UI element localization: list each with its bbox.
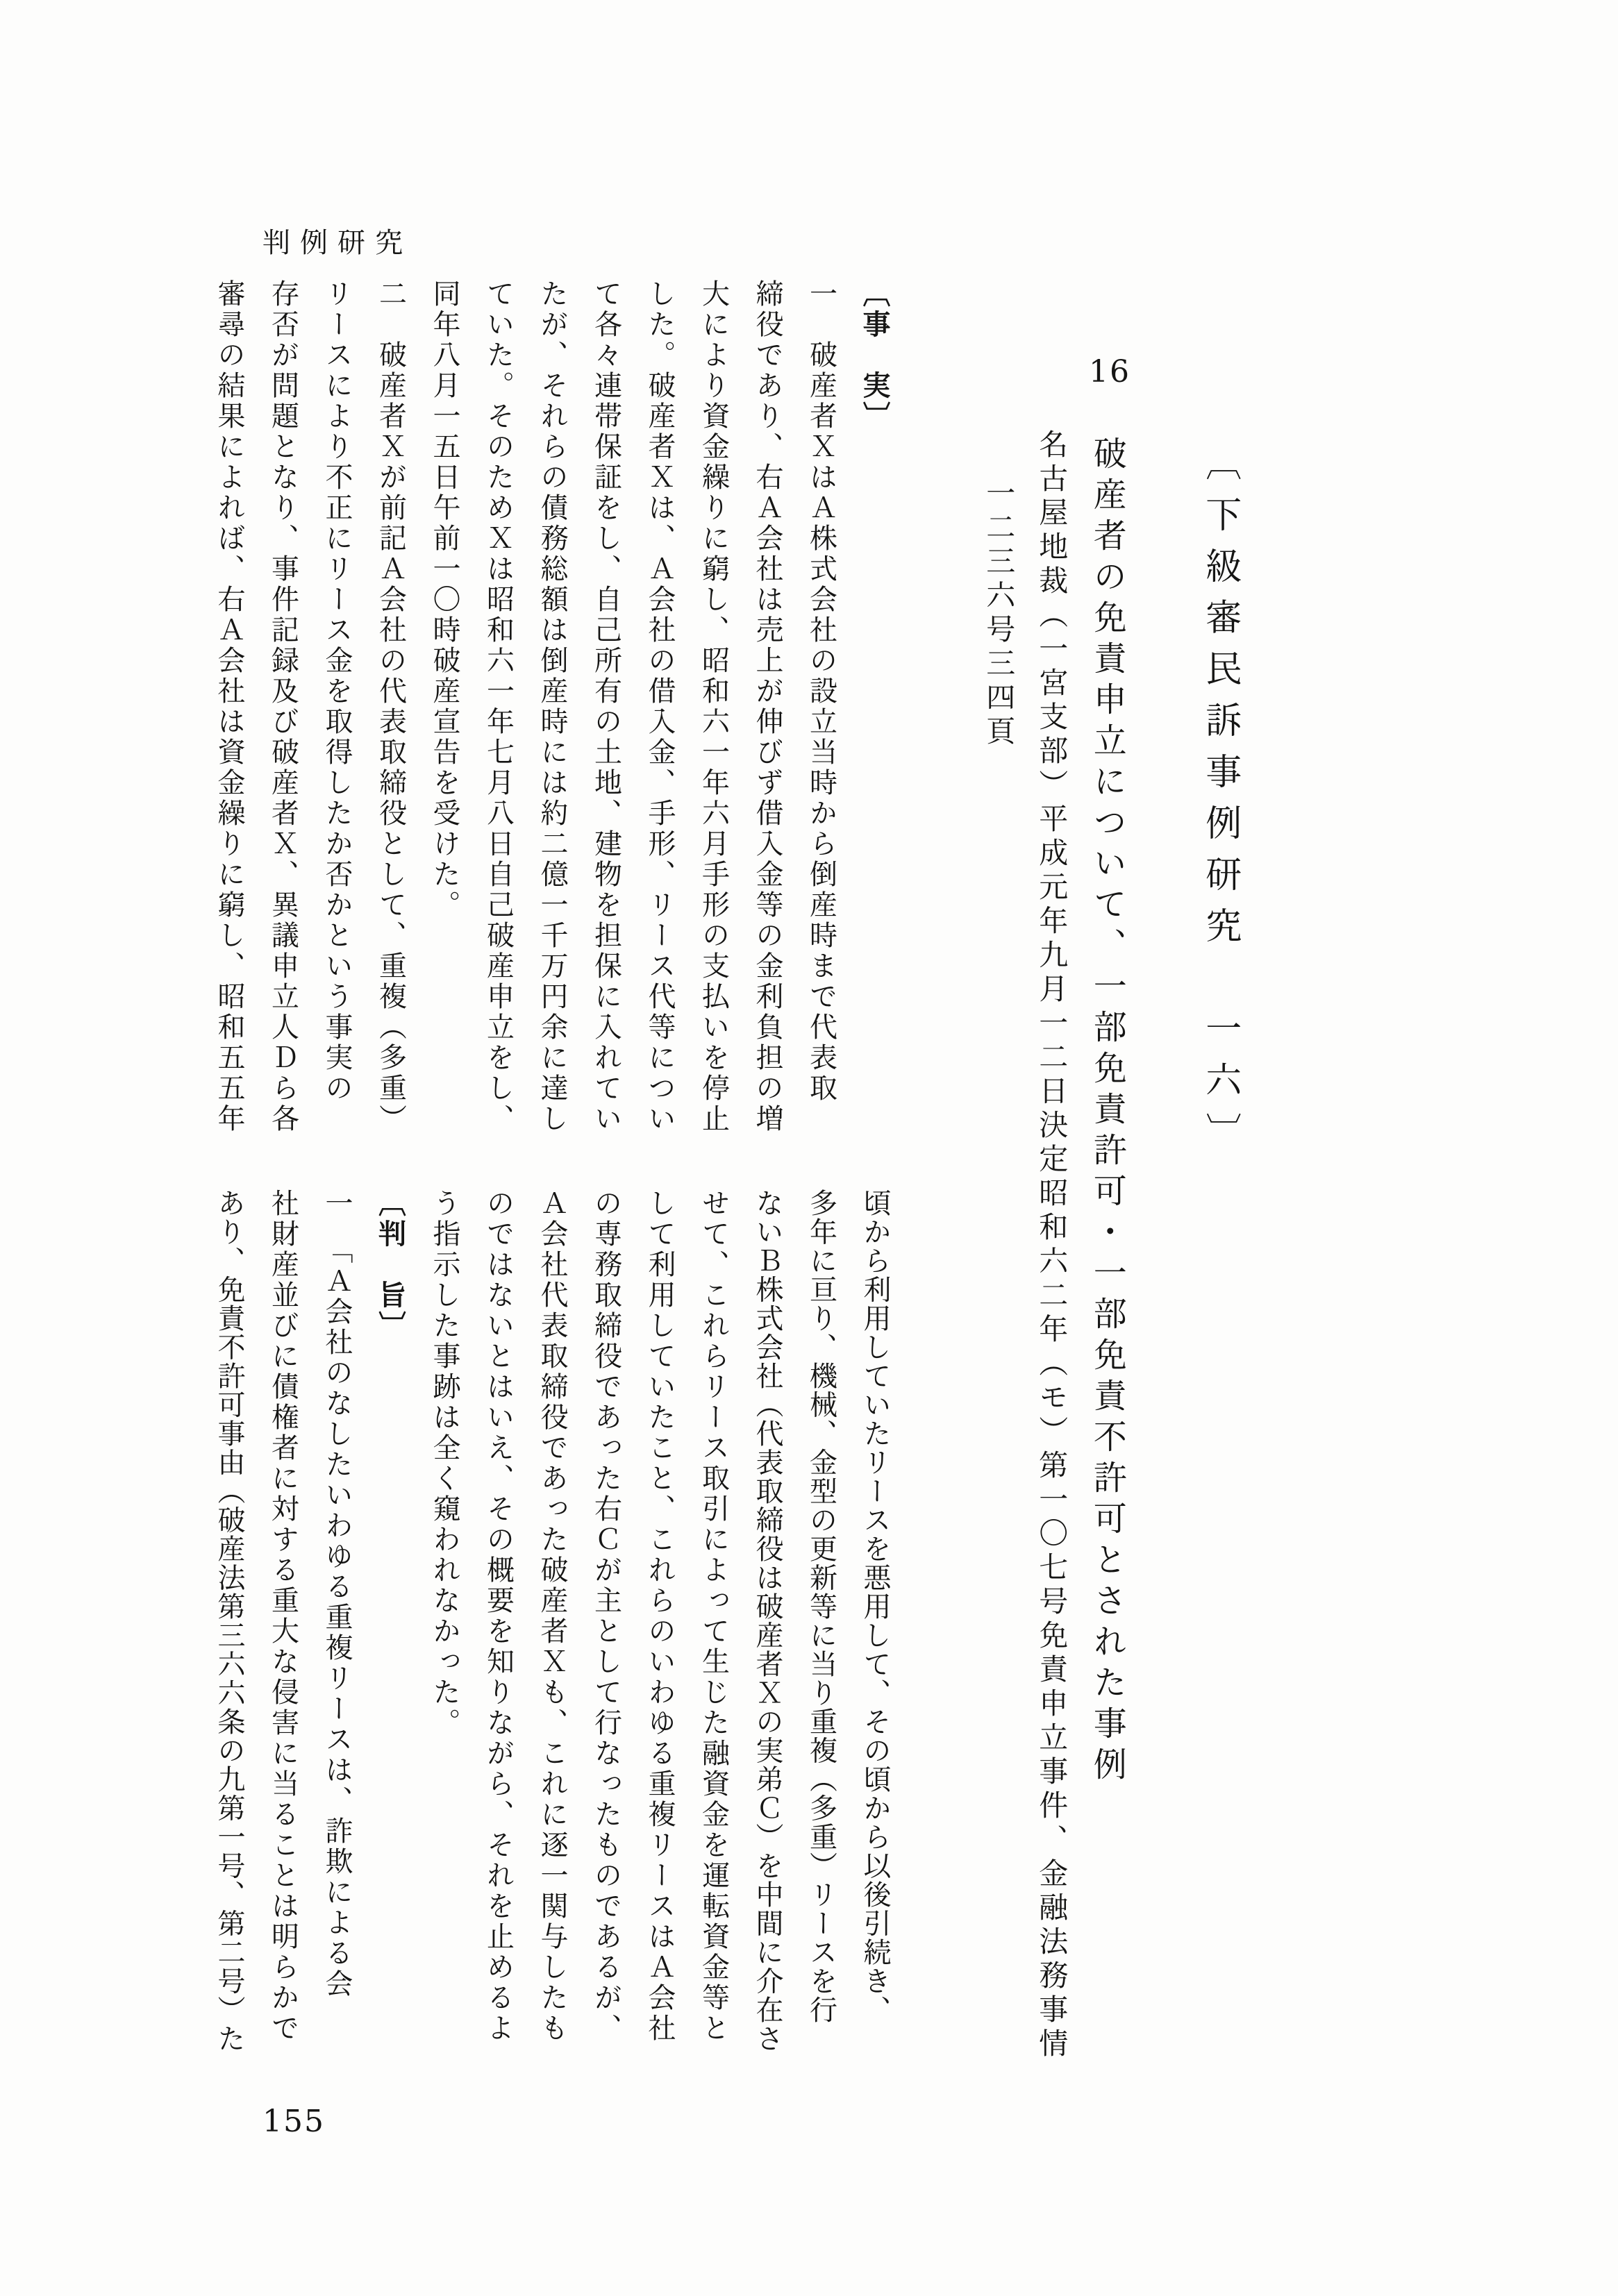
page-number: 155	[262, 2104, 325, 2139]
text-column: あり、免責不許可事由（破産法第三六六条の九第一号、第二号）た	[213, 1189, 245, 2053]
court-citation-continued: 一二三六号三四頁	[982, 478, 1017, 750]
text-column: て各々連帯保証をし、自己所有の土地、建物を担保に入れてい	[590, 279, 622, 1134]
text-column: 二 破産者Ｘが前記Ａ会社の代表取締役として、重複（多重）	[374, 279, 407, 1134]
judgment-heading: 〔判 旨〕	[374, 1189, 407, 1341]
text-column: たが、それらの債務総額は倒産時には約二億一千万円余に達し	[536, 279, 568, 1134]
text-column: 大により資金繰りに窮し、昭和六一年六月手形の支払いを停止	[697, 279, 730, 1134]
text-column: ていた。そのためＸは昭和六一年七月八日自己破産申立をし、	[482, 279, 515, 1134]
text-column: して利用していたこと、これらのいわゆる重複リースはＡ会社	[644, 1189, 676, 2044]
facts-continued-and-judgment-section	[201, 1189, 901, 2081]
text-column: 存否が問題となり、事件記録及び破産者Ｘ、異議申立人Ｄら各	[267, 279, 299, 1134]
running-head: 判例研究	[262, 227, 412, 259]
court-citation: 名古屋地裁（一宮支部）平成元年九月一二日決定昭和六二年（モ）第一〇七号免責申立事件、金融法務事情	[1035, 429, 1069, 2062]
series-title: 〔下級審民訴事例研究 一六〕	[1199, 444, 1241, 1164]
text-column: リースにより不正にリース金を取得したか否かという事実の	[321, 279, 353, 1104]
text-column: のではないとはいえ、その概要を知りながら、それを止めるよ	[482, 1189, 515, 2044]
text-column: 多年に亘り、機械、金型の更新等に当り重複（多重）リースを行	[805, 1189, 837, 2025]
text-column: 審尋の結果によれば、右Ａ会社は資金繰りに窮し、昭和五五年	[213, 279, 245, 1134]
text-column: 頃から利用していたリースを悪用して、その頃から以後引続き、	[859, 1189, 891, 2025]
text-column: 一 破産者ＸはＡ株式会社の設立当時から倒産時まで代表取	[805, 279, 837, 1104]
text-column: 締役であり、右Ａ会社は売上が伸びず借入金等の金利負担の増	[751, 279, 783, 1134]
facts-section	[201, 279, 901, 1155]
text-column: せて、これらリース取引によって生じた融資金を運転資金等と	[697, 1189, 730, 2044]
text-column: 一 「Ａ会社のなしたいわゆる重複リースは、詐欺による会	[321, 1189, 353, 2000]
case-title: 破産者の免責申立について、一部免責許可・一部免責不許可とされた事例	[1087, 436, 1127, 1788]
text-column: の専務取締役であった右Ｃが主として行なったものであるが、	[590, 1189, 622, 2044]
text-column: した。破産者Ｘは、Ａ会社の借入金、手形、リース代等につい	[644, 279, 676, 1134]
text-column: ないＢ株式会社（代表取締役は破産者Ｘの実弟Ｃ）を中間に介在さ	[751, 1189, 783, 2053]
text-column: Ａ会社代表取締役であった破産者Ｘも、これに逐一関与したも	[536, 1189, 568, 2044]
facts-heading: 〔事 実〕	[858, 279, 891, 432]
text-column: う指示した事跡は全く窺われなかった。	[428, 1189, 460, 1738]
text-column: 社財産並びに債権者に対する重大な侵害に当ることは明らかで	[267, 1189, 299, 2044]
case-number: 16	[1089, 354, 1131, 389]
text-column: 同年八月一五日午前一〇時破産宣告を受けた。	[428, 279, 460, 921]
